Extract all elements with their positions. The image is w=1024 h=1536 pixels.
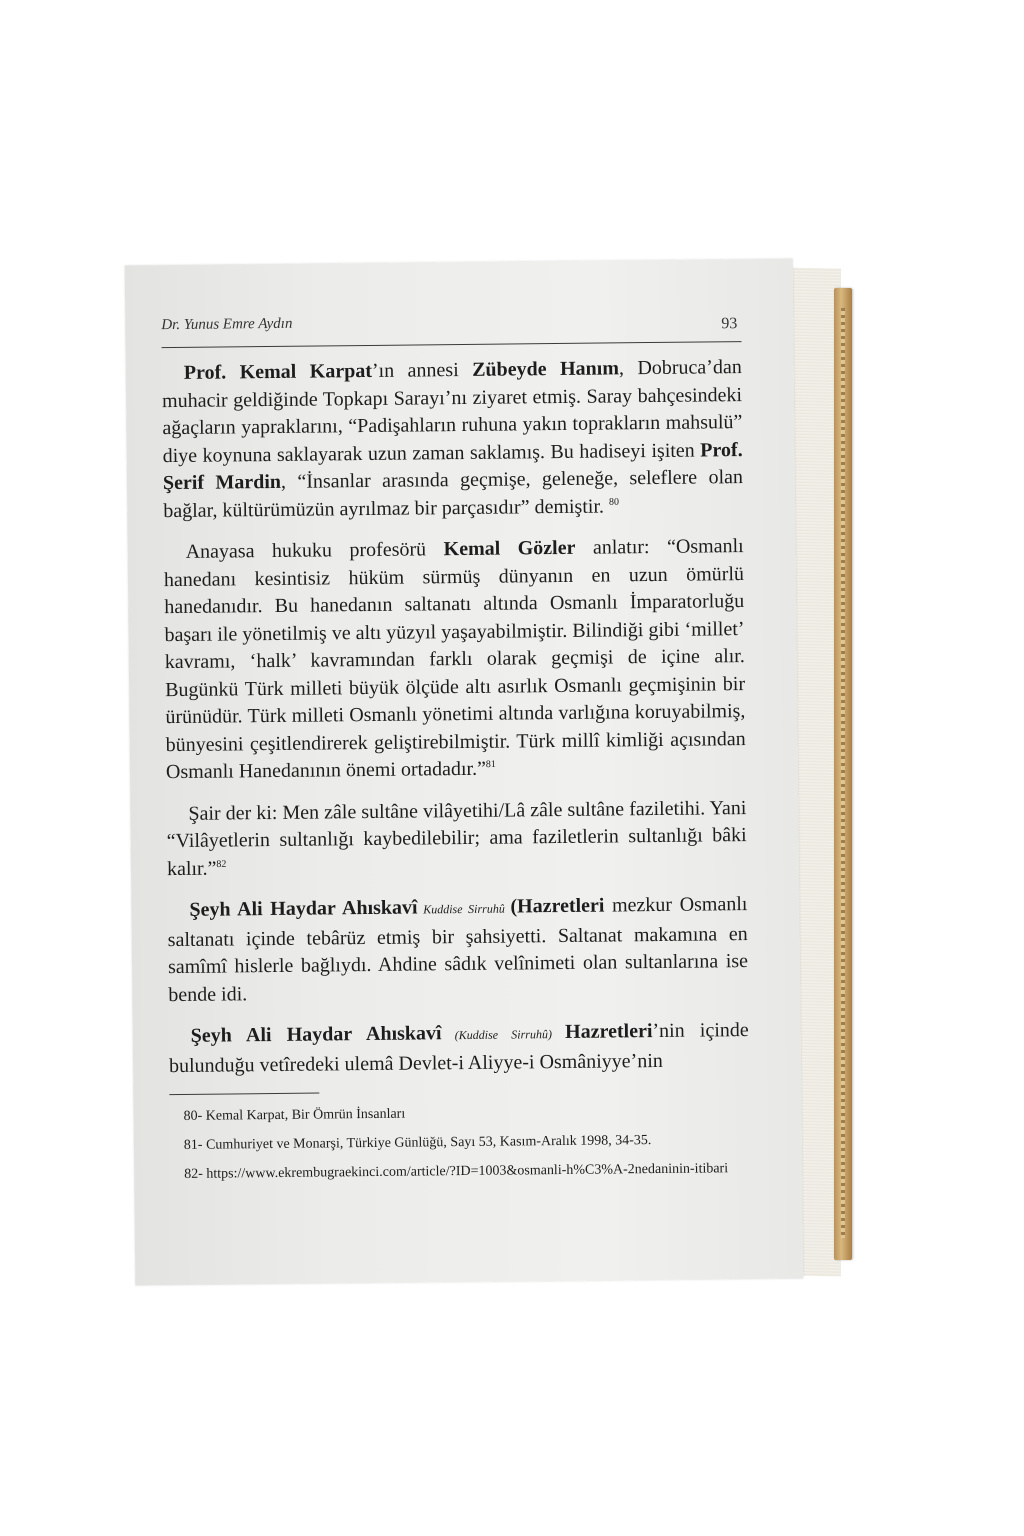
- paragraph-1: [162, 354, 744, 525]
- bold-name: Şeyh Ali Haydar Ahıskavî: [189, 896, 418, 921]
- paragraph-2: [164, 533, 747, 787]
- footnote-80: 80- Kemal Karpat, Bir Ömrün İnsanları: [183, 1106, 406, 1124]
- running-header: [161, 305, 741, 348]
- paragraph-5: [169, 1017, 750, 1080]
- paragraph-3: [166, 795, 747, 884]
- bold-name: Şeyh Ali Haydar Ahıskavî: [190, 1022, 442, 1047]
- page-content: [161, 305, 750, 1194]
- footnote-82: 82- https://www.ekrembugraekinci.com/article/?ID=1003&osmanli-h%C3%A-2nedaninin-itibari: [184, 1161, 729, 1182]
- bold-name: Zübeyde Hanım: [472, 357, 620, 381]
- text-run: anlatır: “Osmanlı hanedanı kesintisiz hüküm sürmüş dünyanın en uzun ömürlü hanedanıdır. Bu hanedanın saltanatı altında Osmanlı İmparatorluğu başarı ile yönetilmiş ve altı yüzyıl yaşayabilmiştir. Bilindiği gibi ‘millet’ kavramı, ‘halk’ kavramından farklı olarak geçmişi de içine alır. Bugünkü Türk milleti büyük ölçüde altı asırlık Osmanlı geçmişinin bir ürünüdür. Türk milleti Osmanlı yönetimi altında varlığına koruyabilmiş, bünyesini çeşitlendirerek geliştirebilmiştir. Türk millî kimliği açısından Osmanlı Hanedanının önemi ortadadır.”: [163, 535, 746, 784]
- bold-name: Prof. Kemal Karpat: [183, 359, 373, 384]
- footnote-ref: 81: [485, 759, 496, 771]
- paragraph-4: [167, 891, 748, 1009]
- book-page: [125, 259, 804, 1286]
- bold-name: Prof. Şerif Mardin: [162, 438, 743, 495]
- bold-name: (Hazretleri: [510, 894, 605, 918]
- text-run: ’ın annesi: [371, 358, 473, 382]
- page-number: 93: [721, 315, 738, 333]
- text-run: Şair der ki: Men zâle sultâne vilâyetihi/Lâ zâle sultâne faziletihi. Yani “Vilâyetlerin sultanlığı kaybedilebilir; ama faziletlerin sultanlığı bâki kalır.”: [166, 796, 747, 880]
- footnote-ref: 80: [608, 496, 619, 508]
- honorific: Kuddise Sirruhû: [417, 901, 511, 917]
- text-run: ’nin içinde bulunduğu vetîredeki ulemâ Devlet-i Aliyye-i Osmâniyye’nin: [168, 1019, 749, 1077]
- bold-name: Kemal Gözler: [443, 536, 576, 561]
- bold-name: Hazretleri: [564, 1020, 653, 1043]
- footnote-rule: [169, 1093, 319, 1096]
- honorific: (Kuddise Sirruhû): [441, 1026, 566, 1043]
- text-run: Anayasa hukuku profesörü: [185, 538, 444, 563]
- body-text: [162, 354, 750, 1080]
- text-run: , Dobruca’dan muhacir geldiğinde Topkapı Sarayı’nı ziyaret etmiş. Saray bahçesindeki ağaçların yapraklarını, “Padişahların ruhuna yakın toprakların mahsulü” diye koynuna saklayarak uzun zaman saklamış. Bu hadiseyi işiten: [161, 356, 743, 467]
- book-cover-spine: [834, 288, 852, 1260]
- footnote-ref: 82: [216, 858, 227, 870]
- text-run: mezkur Osmanlı saltanatı içinde tebârüz etmiş bir şahsiyetti. Saltanat makamına en samîmî hislerle bağlıydı. Ahdine sâdık velînimeti olan sultanlarına ise bende idi.: [167, 893, 749, 1006]
- running-author: Dr. Yunus Emre Aydın: [161, 315, 293, 334]
- text-run: , “İnsanlar arasında geçmişe, geleneğe, seleflere olan bağlar, kültürümüzün ayrılmaz bir parçasıdır” demiştir.: [163, 466, 744, 522]
- footnote-81: 81- Cumhuriyet ve Monarşi, Türkiye Günlüğü, Sayı 53, Kasım-Aralık 1998, 34-35.: [183, 1133, 652, 1153]
- footnotes: [169, 1101, 750, 1184]
